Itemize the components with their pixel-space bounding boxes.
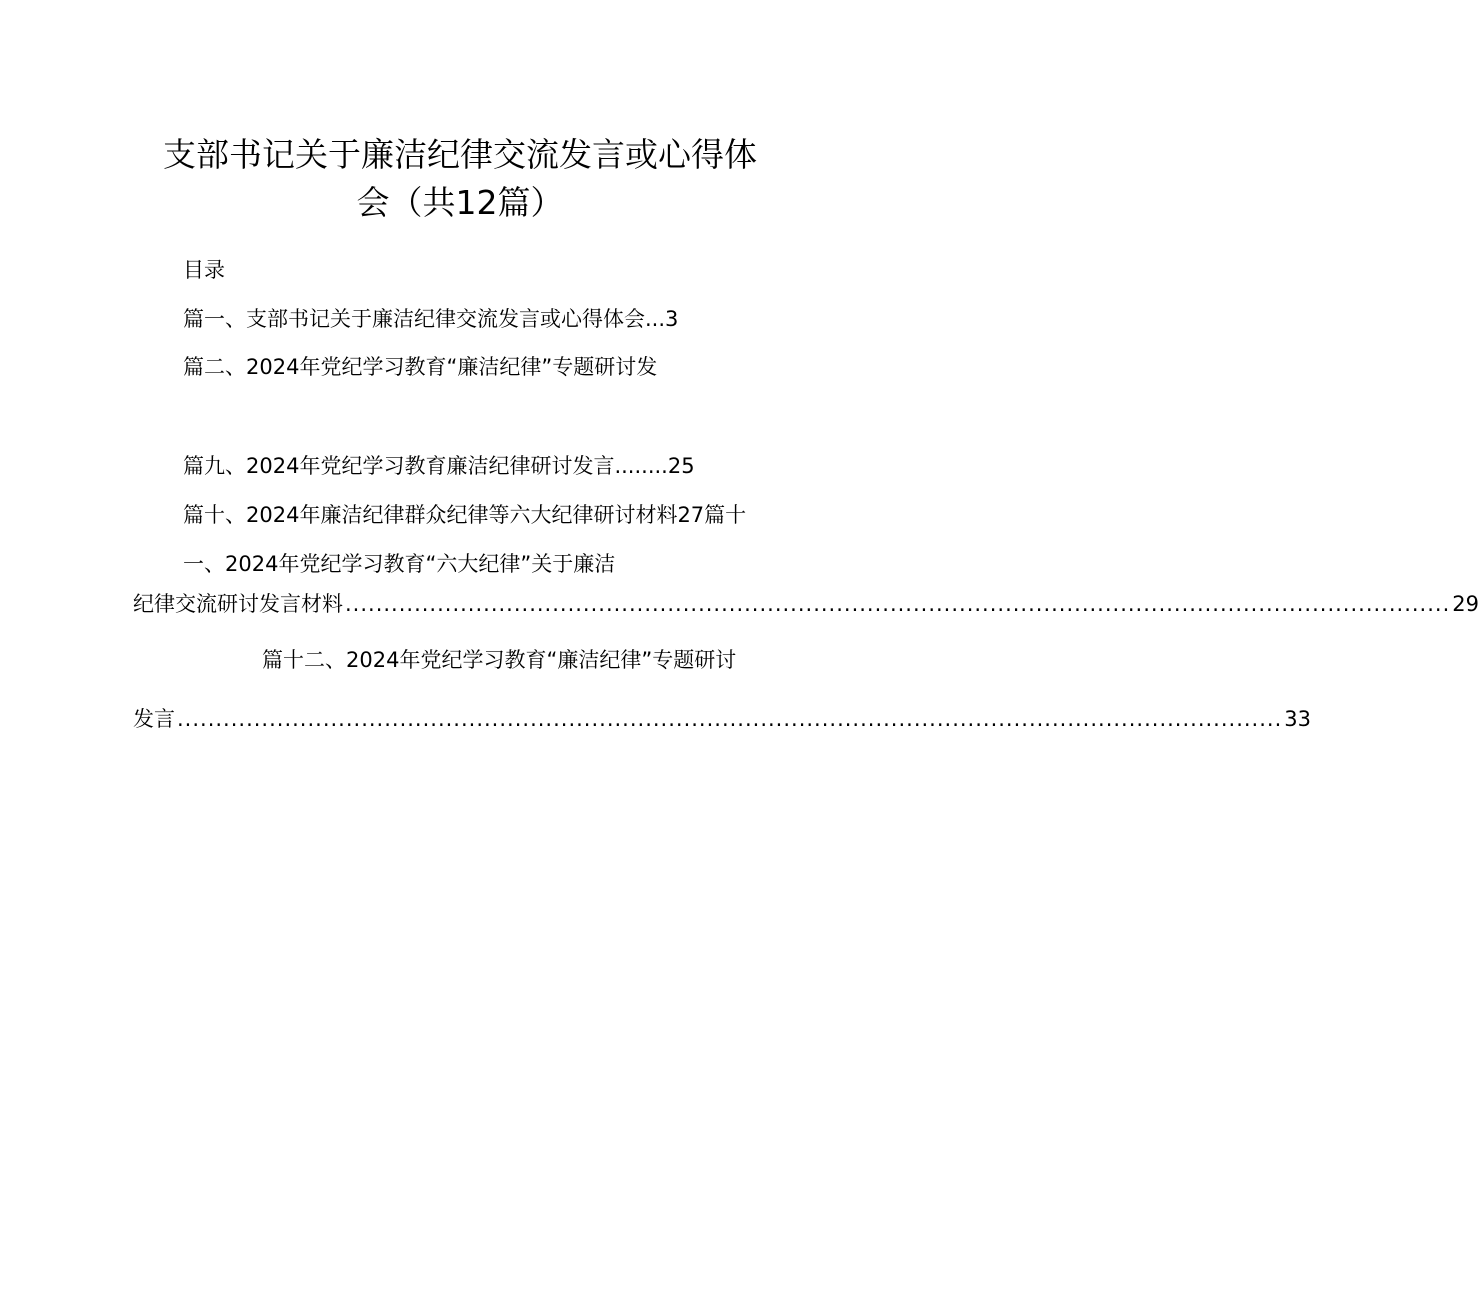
toc-entry-11-text: 纪律交流研讨发言材料 — [133, 592, 343, 616]
toc-heading: 目录 — [183, 258, 225, 282]
toc-entry-1[interactable]: 篇一、支部书记关于廉洁纪律交流发言或心得体会...3 — [183, 307, 679, 331]
dot-leader: ................................................................................................................................................ — [177, 707, 1283, 731]
toc-entry-12-page: 33 — [1284, 707, 1311, 731]
dot-leader: ................................................................................................................................................ — [345, 592, 1451, 616]
toc-entry-12-line-2[interactable] — [133, 707, 1311, 731]
toc-entry-10[interactable]: 篇十、2024年廉洁纪律群众纪律等六大纪律研讨材料27篇十 — [183, 503, 747, 527]
document-title-line-1: 支部书记关于廉洁纪律交流发言或心得体 — [163, 135, 757, 174]
toc-entry-12-text: 发言 — [133, 707, 175, 731]
toc-entry-11-line-2[interactable] — [133, 592, 1479, 616]
toc-entry-11-page: 29 — [1452, 592, 1479, 616]
toc-entry-11-line-1[interactable]: 一、2024年党纪学习教育“六大纪律”关于廉洁 — [183, 552, 616, 576]
toc-entry-9[interactable]: 篇九、2024年党纪学习教育廉洁纪律研讨发言........25 — [183, 454, 695, 478]
toc-entry-2[interactable]: 篇二、2024年党纪学习教育“廉洁纪律”专题研讨发 — [183, 355, 658, 379]
document-title-line-2: 会（共12篇） — [356, 183, 564, 222]
toc-entry-12-line-1[interactable]: 篇十二、2024年党纪学习教育“廉洁纪律”专题研讨 — [262, 648, 737, 672]
